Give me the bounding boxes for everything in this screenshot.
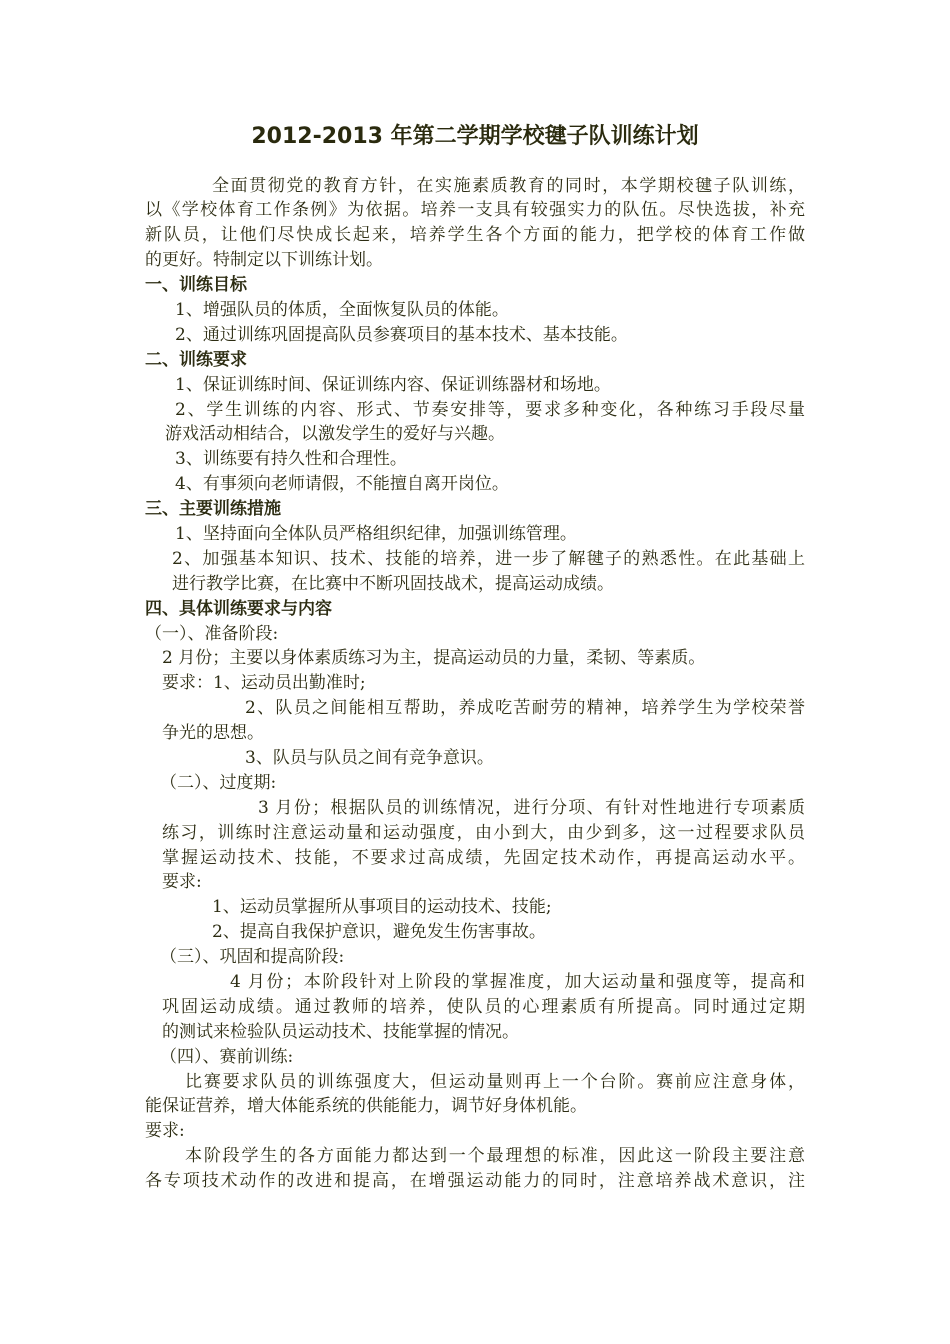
stage-line: 1、运动员掌握所从事项目的运动技术、技能; [212,897,552,918]
document-body [0,174,805,1195]
stage-line: 2、提高自我保护意识，避免发生伤害事故。 [212,922,546,943]
section-line: 1、坚持面向全体队员严格组织纪律，加强训练管理。 [175,523,577,544]
stage-heading-consolidation: （三）、巩固和提高阶段: [160,947,345,968]
section-line: 游戏活动相结合，以激发学生的爱好与兴趣。 [165,424,505,445]
intro-line: 的更好。特制定以下训练计划。 [145,250,383,271]
stage-line: 2、队员之间能相互帮助，养成吃苦耐劳的精神，培养学生为学校荣誉 [245,698,805,719]
stage-line: 比赛要求队员的训练强度大，但运动量则再上一个台阶。赛前应注意身体， [185,1071,805,1092]
stage-heading-preparation: （一）、准备阶段: [145,623,279,644]
stage-line: 3、队员与队员之间有竞争意识。 [245,747,494,768]
stage-line: 4 月份；本阶段针对上阶段的掌握准度，加大运动量和强度等，提高和 [230,972,805,992]
section-line: 2、通过训练巩固提高队员参赛项目的基本技术、基本技能。 [175,324,628,345]
section-line: 1、增强队员的体质，全面恢复队员的体能。 [175,299,509,320]
stage-heading-pre-competition: （四）、赛前训练: [160,1046,294,1067]
stage-line: 2 月份；主要以身体素质练习为主，提高运动员的力量，柔韧、等素质。 [162,648,706,669]
stage-line: 争光的思想。 [162,723,264,744]
intro-line: 以《学校体育工作条例》为依据。培养一支具有较强实力的队伍。尽快选拔，补充 [145,200,805,221]
stage-line: 要求：1、运动员出勤准时; [162,673,366,694]
section-heading-training-requirements: 二、训练要求 [145,349,247,370]
stage-line: 3 月份；根据队员的训练情况，进行分项、有针对性地进行专项素质 [258,797,805,818]
section-line: 4、有事须向老师请假，不能擅自离开岗位。 [175,474,509,495]
section-heading-training-goals: 一、训练目标 [145,275,247,296]
stage-line: 掌握运动技术、技能，不要求过高成绩，先固定技术动作，再提高运动水平。 [162,847,805,868]
intro-line: 全面贯彻党的教育方针，在实施素质教育的同时，本学期校毽子队训练， [212,175,805,196]
document-title: 2012-2013 年第二学期学校毽子队训练计划 [251,124,699,149]
stage-line: 能保证营养，增大体能系统的供能能力，调节好身体机能。 [145,1096,587,1117]
stage-line: 的测试来检验队员运动技术、技能掌握的情况。 [162,1021,519,1042]
stage-heading-transition: （二）、过度期: [160,772,277,793]
section-line: 进行教学比赛，在比赛中不断巩固技战术，提高运动成绩。 [172,573,614,594]
section-line: 3、训练要有持久性和合理性。 [175,449,407,470]
section-line: 2、加强基本知识、技术、技能的培养，进一步了解毽子的熟悉性。在此基础上 [172,548,805,569]
intro-line: 新队员，让他们尽快成长起来，培养学生各个方面的能力，把学校的体育工作做 [145,225,805,246]
section-heading-training-measures: 三、主要训练措施 [145,499,281,520]
stage-line: 巩固运动成绩。通过教师的培养，使队员的心理素质有所提高。同时通过定期 [162,996,805,1017]
stage-line: 要求: [145,1121,185,1142]
stage-line: 本阶段学生的各方面能力都达到一个最理想的标准，因此这一阶段主要注意 [185,1146,805,1167]
section-line: 1、保证训练时间、保证训练内容、保证训练器材和场地。 [175,374,611,395]
stage-line: 各专项技术动作的改进和提高，在增强运动能力的同时，注意培养战术意识，注 [145,1171,805,1192]
stage-line: 练习，训练时注意运动量和运动强度，由小到大，由少到多，这一过程要求队员 [162,822,805,843]
stage-line: 要求: [162,872,202,893]
section-heading-specific-content: 四、具体训练要求与内容 [145,598,332,619]
section-line: 2、学生训练的内容、形式、节奏安排等，要求多种变化，各种练习手段尽量 [175,399,805,420]
